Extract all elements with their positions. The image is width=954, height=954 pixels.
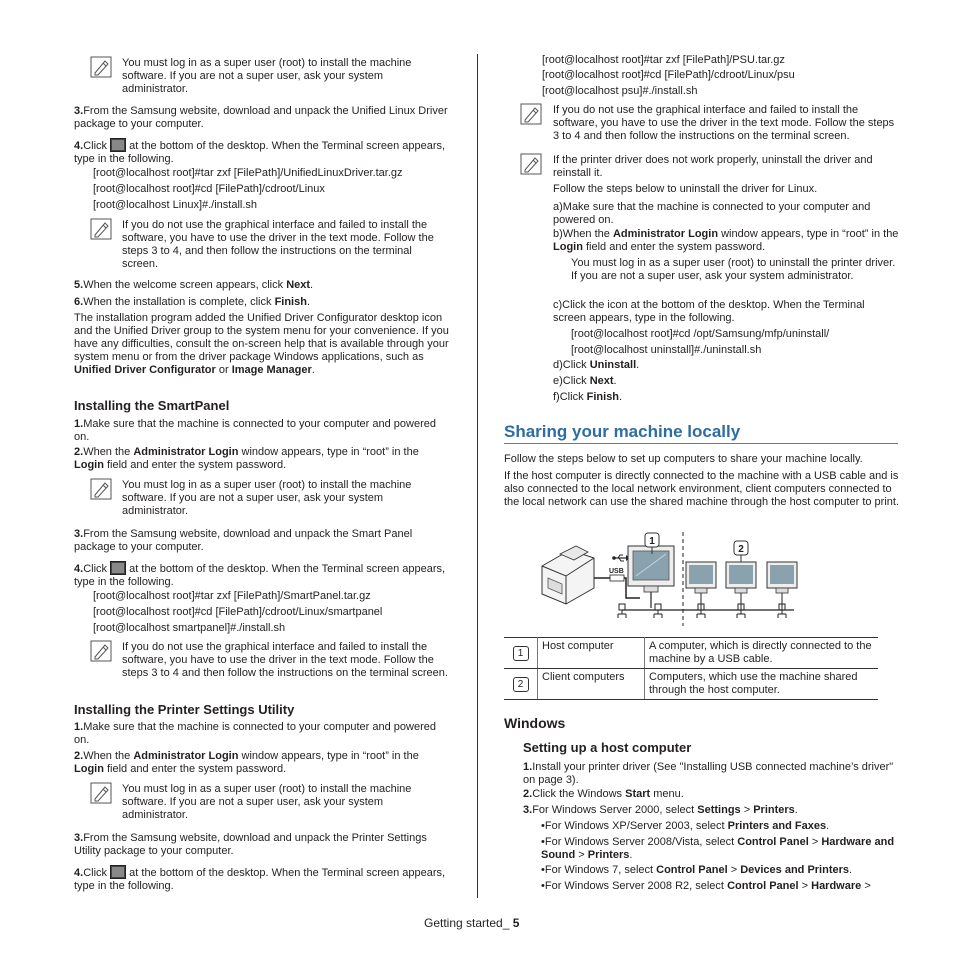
table-row [504,669,878,700]
uninstall-step-e: e)Click Next. [553,375,617,387]
note-text: You must log in as a super user (root) to install the machine software. If you are not a super user, ask your system administrator. [122,783,412,821]
terminal-icon [110,138,126,152]
win-step-3: 3.For Windows Server 2000, select Settings > Printers. [523,804,798,816]
note-text: If you do not use the graphical interface and failed to install the software, you have to use the driver in the text mode. Follow the steps 3 to 4, and then follow the instructions on the terminal screen. [122,219,434,270]
win-step-2: 2.Click the Windows Start menu. [523,788,684,800]
note-text: You must log in as a super user (root) to install the machine software. If you are not a super user, ask your system administrator. [122,57,412,95]
sp-step-1: 1.Make sure that the machine is connected to your computer and powered on. [74,418,436,443]
heading-rule [504,443,898,444]
note-icon [90,782,112,804]
sharing-diagram [530,528,870,628]
command-line: [root@localhost root]#tar zxf [FilePath]/SmartPanel.tar.gz [93,590,371,602]
step-6: 6.When the installation is complete, click Finish. [74,296,311,308]
callout-1: 1 [649,536,655,547]
step-3: 3.From the Samsung website, download and unpack the Unified Linux Driver package to your computer. [74,105,448,130]
note-text: You must log in as a super user (root) to install the machine software. If you are not a super user, ask your system administrator. [122,479,412,517]
callout-badge: 2 [513,677,529,692]
client-computer-icon [726,562,756,610]
note-icon [90,478,112,500]
command-line: [root@localhost Linux]#./install.sh [93,199,258,211]
ps-step-4: 4.Click at the bottom of the desktop. When the Terminal screen appears, type in the following. [74,867,446,892]
note-text: If you do not use the graphical interface and failed to install the software, you have to use the driver in the text mode. Follow the steps 3 to 4 and then follow the instructions on the terminal screen. [553,104,895,142]
win-bullet: •For Windows 7, select Control Panel > Devices and Printers. [541,864,853,876]
usb-icon [612,555,630,561]
command-line: [root@localhost root]#cd [FilePath]/cdroot/Linux [93,183,325,195]
sp-step-4: 4.Click at the bottom of the desktop. When the Terminal screen appears, type in the following. [74,563,446,588]
sp-step-2: 2.When the Administrator Login window appears, type in “root” in the Login field and enter the system password. [74,446,419,471]
note-icon [520,103,542,125]
terminal-icon [110,561,126,575]
column-divider [477,54,478,898]
heading-sharing: Sharing your machine locally [504,422,741,441]
win-step-1: 1.Install your printer driver (See "Installing USB connected machine’s driver" on page 3). [523,761,894,786]
uninstall-step-a: a)Make sure that the machine is connected to your computer and powered on. [553,201,871,226]
command-line: [root@localhost uninstall]#./uninstall.sh [571,344,762,356]
note-text: If you do not use the graphical interface and failed to install the software, you have to use the driver in the text mode. Follow the steps 3 to 4 and then follow the instructions on the terminal screen. [122,641,448,679]
command-line: [root@localhost root]#tar zxf [FilePath]/UnifiedLinuxDriver.tar.gz [93,167,403,179]
win-bullet: •For Windows XP/Server 2003, select Printers and Faxes. [541,820,830,832]
client-computer-icon [686,562,716,610]
page-footer: Getting started_ 5 [424,916,520,930]
sp-step-3: 3.From the Samsung website, download and unpack the Smart Panel package to your computer. [74,528,413,553]
ps-step-3: 3.From the Samsung website, download and unpack the Printer Settings Utility package to your computer. [74,832,427,857]
heading-windows: Windows [504,715,566,731]
table-cell: Host computer [538,638,645,669]
note-icon [90,218,112,240]
uninstall-step-d: d)Click Uninstall. [553,359,640,371]
sharing-description: If the host computer is directly connected to the machine with a USB cable and is also connected to the local network environment, client computers connected to the local network can use the shared machine through the host computer to print. [504,470,900,508]
sharing-intro: Follow the steps below to set up computers to share your machine locally. [504,453,863,465]
ps-step-1: 1.Make sure that the machine is connected to your computer and powered on. [74,721,436,746]
uninstall-step-b: b)When the Administrator Login window appears, type in “root” in the Login field and enter the system password. [553,228,899,253]
terminal-icon [110,865,126,879]
printer-icon [542,546,594,604]
client-computer-icon [767,562,797,610]
command-line: [root@localhost smartpanel]#./install.sh [93,622,286,634]
note-text: If the printer driver does not work properly, uninstall the driver and reinstall it. [553,154,873,179]
uninstall-step-b-note: You must log in as a super user (root) to uninstall the printer driver. If you are not a super user, ask your system administrator. [571,257,896,282]
win-bullet: •For Windows Server 2008/Vista, select Control Panel > Hardware and Sound > Printers. [541,836,895,861]
note-icon [90,640,112,662]
table-cell: Computers, which use the machine shared through the host computer. [645,669,879,700]
command-line: [root@localhost root]#tar zxf [FilePath]/PSU.tar.gz [542,54,785,66]
win-bullet: •For Windows Server 2008 R2, select Control Panel > Hardware > [541,880,871,892]
heading-setup-host: Setting up a host computer [523,740,692,755]
callout-2: 2 [738,544,744,555]
heading-smartpanel: Installing the SmartPanel [74,398,230,413]
callout-badge: 1 [513,646,529,661]
command-line: [root@localhost root]#cd /opt/Samsung/mfp/uninstall/ [571,328,830,340]
step-5: 5.When the welcome screen appears, click Next. [74,279,314,291]
table-cell: Client computers [538,669,645,700]
step-4: 4.Click at the bottom of the desktop. When the Terminal screen appears, type in the following. [74,140,446,165]
legend-table [504,637,878,700]
table-row [504,638,878,669]
ps-step-2: 2.When the Administrator Login window appears, type in “root” in the Login field and enter the system password. [74,750,419,775]
command-line: [root@localhost psu]#./install.sh [542,85,698,97]
table-cell: A computer, which is directly connected to the machine by a USB cable. [645,638,879,669]
command-line: [root@localhost root]#cd [FilePath]/cdroot/Linux/psu [542,69,795,81]
uninstall-step-f: f)Click Finish. [553,391,623,403]
install-paragraph: The installation program added the Unified Driver Configurator desktop icon and the Unified Driver group to the system menu for your convenience. If you have any difficulties, consult the on-screen help that is available through your system menu or from the driver package Windows applications, such as Unified Driver Configurator or Image Manager. [74,312,449,376]
uninstall-intro: Follow the steps below to uninstall the driver for Linux. [553,183,818,195]
command-line: [root@localhost root]#cd [FilePath]/cdroot/Linux/smartpanel [93,606,383,618]
note-icon [90,56,112,78]
uninstall-step-c: c)Click the icon at the bottom of the desktop. When the Terminal screen appears, type in the following. [553,299,865,324]
usb-label: USB [609,568,624,575]
heading-printer-settings: Installing the Printer Settings Utility [74,702,295,717]
note-icon [520,153,542,175]
